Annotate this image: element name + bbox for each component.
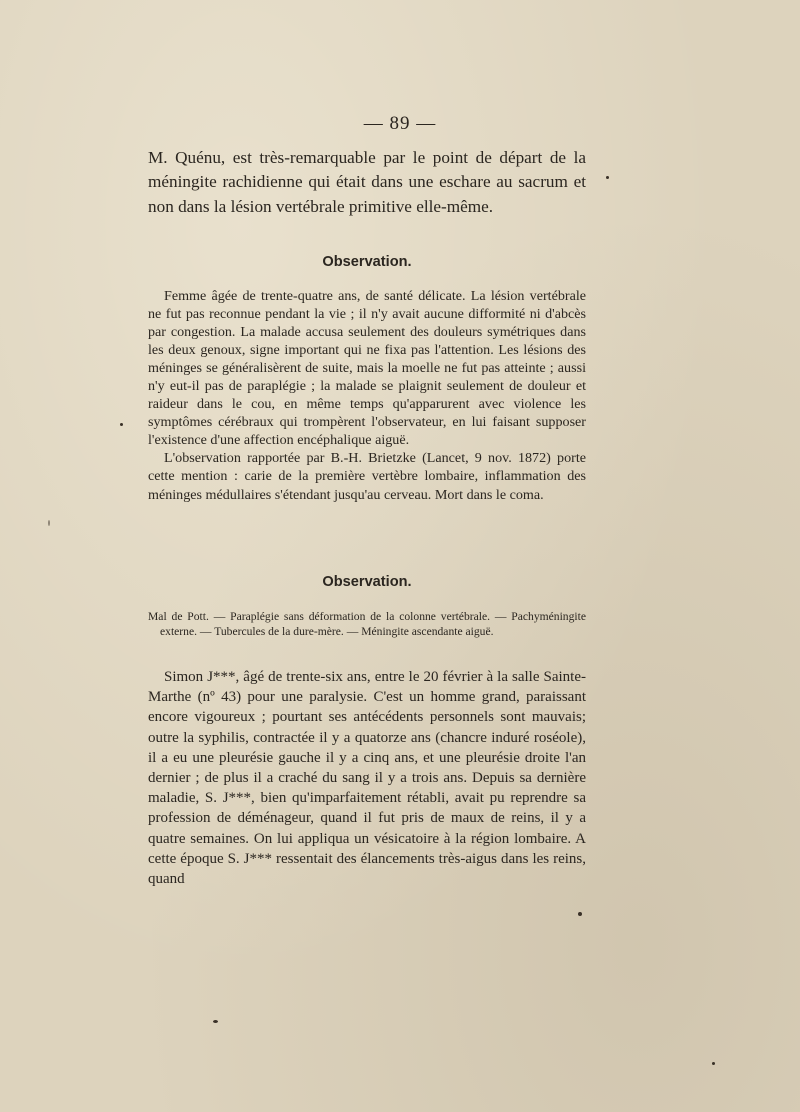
- observation-1-paragraph-1: Femme âgée de trente-quatre ans, de santé délicate. La lésion vertébrale ne fut pas reconnue pendant la vie ; il n'y avait aucune difformité ni d'abcès par congestion. La malade accusa seulement des douleurs symétriques dans les deux genoux, signe important qui ne fixa pas l'attention. Les lésions des méninges se généralisèrent de suite, mais la moelle ne fut pas atteinte ; aussi n'y eut-il pas de paraplégie ; la malade se plaignit seulement de douleur et raideur dans le cou, en même temps qu'apparurent avec violence les symptômes cérébraux qui trompèrent l'observateur, en lui faisant supposer l'existence d'une affection encéphalique aiguë.: [148, 288, 586, 449]
- paper-speck: [606, 176, 609, 179]
- paper-speck: [120, 423, 123, 426]
- intro-paragraph: M. Quénu, est très-remarquable par le point de départ de la méningite rachidienne qui était dans une eschare au sacrum et non dans la lésion vertébrale primitive elle-même.: [148, 148, 586, 216]
- paper-speck: [712, 1062, 715, 1065]
- page-number: — 89 —: [363, 113, 437, 134]
- observation-1-body: [148, 287, 586, 504]
- observation-2-summary: Mal de Pott. — Paraplégie sans déformation de la colonne vertébrale. — Pachyméningite externe. — Tubercules de la dure-mère. — Méningite ascendante aiguë.: [148, 610, 586, 638]
- section-heading-1: Observation.: [322, 254, 412, 270]
- observation-2-paragraph-1: Simon J***, âgé de trente-six ans, entre le 20 février à la salle Sainte-Marthe (nº 43) pour une paralysie. C'est un homme grand, paraissant encore vigoureux ; pourtant ses antécédents personnels sont mauvais; outre la syphilis, contractée il y a quatorze ans (chancre induré roséole), il a eu une pleurésie gauche il y a cinq ans, et une pleurésie droite l'an dernier ; de plus il a craché du sang il y a trois ans. Depuis sa dernière maladie, S. J***, bien qu'imparfaitement rétabli, avait pu reprendre sa profession de déménageur, quand il fut pris de maux de reins, il y a quatre semaines. On lui appliqua un vésicatoire à la région lombaire. A cette époque S. J*** ressentait des élancements très-aigus dans les reins, quand: [148, 669, 586, 888]
- observation-1-paragraph-2: L'observation rapportée par B.-H. Brietzke (Lancet, 9 nov. 1872) porte cette mention : carie de la première vertèbre lombaire, inflammation des méninges médullaires s'étendant jusqu'au cerveau. Mort dans le coma.: [148, 450, 586, 503]
- section-heading-2: Observation.: [322, 574, 412, 590]
- paper-speck: [213, 1020, 218, 1023]
- paper-speck: [578, 912, 582, 916]
- paper-speck: [48, 520, 50, 526]
- observation-2-body: [148, 667, 586, 889]
